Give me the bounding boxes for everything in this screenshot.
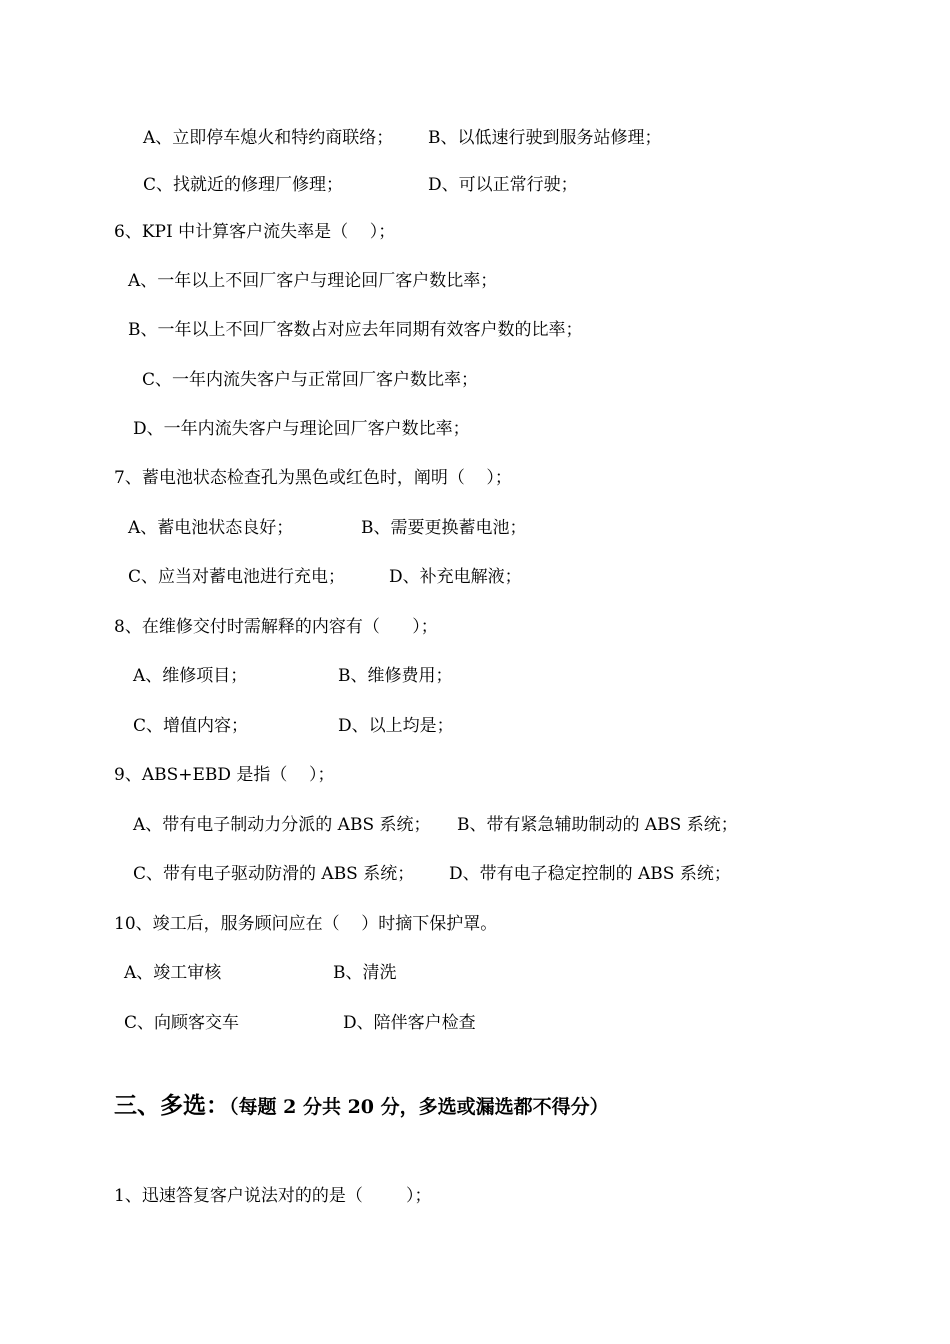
q8-question: 8、在维修交付时需解释的内容有（ ）；: [114, 617, 438, 637]
q8-option-c: C、增值内容；: [133, 716, 249, 736]
q10-option-b: B、清洗: [333, 963, 397, 983]
q10-option-c: C、向顾客交车: [124, 1013, 240, 1033]
q8-option-b: B、维修费用；: [338, 666, 453, 686]
q6-option-c: C、一年内流失客户与正常回厂客户数比率；: [142, 370, 479, 390]
q6-question: 6、KPI 中计算客户流失率是（ ）；: [114, 222, 396, 242]
m1-question: 1、迅速答复客户说法对的的是（ ）；: [114, 1186, 432, 1206]
q7-option-b: B、需要更换蓄电池；: [361, 518, 527, 538]
q6-option-a: A、一年以上不回厂客户与理论回厂客户数比率；: [128, 271, 498, 291]
q10-option-d: D、陪伴客户检查: [343, 1013, 476, 1033]
section-title: 三、多选：: [114, 1092, 229, 1119]
q7-option-c: C、应当对蓄电池进行充电；: [128, 567, 346, 587]
q5-option-c: C、找就近的修理厂修理；: [143, 175, 344, 195]
section-note: （每题 2 分共 20 分，多选或漏选都不得分）: [229, 1096, 609, 1118]
q9-option-c: C、带有电子驱动防滑的 ABS 系统；: [133, 864, 415, 884]
q7-option-d: D、补充电解液；: [389, 567, 522, 587]
q10-option-a: A、竣工审核: [124, 963, 222, 983]
q9-option-a: A、带有电子制动力分派的 ABS 系统；: [133, 815, 431, 835]
q5-option-b: B、以低速行驶到服务站修理；: [428, 128, 662, 148]
q9-question: 9、ABS+EBD 是指（ ）；: [114, 765, 335, 785]
q6-option-b: B、一年以上不回厂客数占对应去年同期有效客户数的比率；: [128, 320, 583, 340]
q8-option-a: A、维修项目；: [133, 666, 248, 686]
q5-option-d: D、可以正常行驶；: [428, 175, 578, 195]
q9-option-d: D、带有电子稳定控制的 ABS 系统；: [449, 864, 731, 884]
q5-option-a: A、立即停车熄火和特约商联络；: [143, 128, 394, 148]
q8-option-d: D、以上均是；: [338, 716, 454, 736]
q9-option-b: B、带有紧急辅助制动的 ABS 系统；: [457, 815, 738, 835]
q7-question: 7、蓄电池状态检查孔为黑色或红色时，阐明（ ）；: [114, 468, 512, 488]
q10-question: 10、竣工后，服务顾问应在（ ）时摘下保护罩。: [114, 914, 498, 934]
section-heading: [114, 1093, 609, 1120]
q6-option-d: D、一年内流失客户与理论回厂客户数比率；: [133, 419, 470, 439]
q7-option-a: A、蓄电池状态良好；: [128, 518, 294, 538]
